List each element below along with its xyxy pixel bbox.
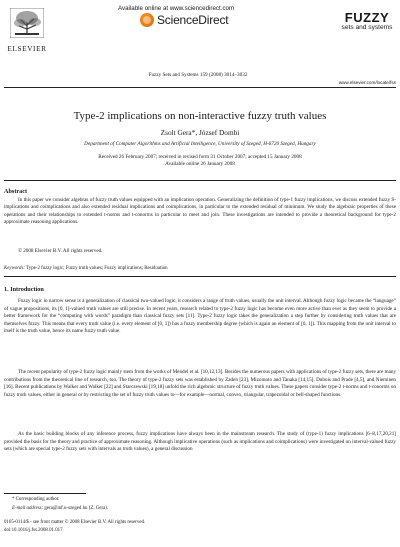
intro-paragraph-2: The recent popularity of type-2 fuzzy logic mainly stem from the works of Mendel et al. [10,12,13]. Besides the numerous papers with applications of type-2 fuzzy sets, there are many contributions from the theoretical line of research, too. The theory of type-2 fuzzy sets was established by Zadeh [23], Mizomoto and Tanaka [14,15], Dubois and Prade [4,5], and Nieminen [16]. Recent publications by Walker and Walker [22] and Starczewski [19,18] unfold the rich algebraic structure of fuzzy truth values. These papers consider type-2 t-norms and t-conorms on fuzzy truth values, either in general or by restricting the set of fuzzy truth values to—for example—normal, convex, triangular, trapezoidal or bell-shaped functions. — [4, 369, 397, 398]
intro-paragraph-1: Fuzzy logic in narrow sense is a generalization of classical two-valued logic, it considers a range of truth values, usually the unit interval. Although fuzzy logic became the “language” of vague propositions, its [0, 1]-valued truth values are still precise. In recent years, research related to type-2 fuzzy logic has become even more active than ever as they seem to provide a better framework for the “computing with words” paradigm than classical fuzzy sets [11]. Type-2 fuzzy logic takes the generalization a step further by considering truth values that are themselves fuzzy. This means that every truth value (i.e. every element of [0, 1]) has a fuzzy membership degree (which is again an element of [0, 1]). This mapping from the unit interval to itself is the truth value, hence its name fuzzy truth value. — [4, 298, 396, 334]
received-dates: Received 26 February 2007; received in revised form 31 October 2007; accepted 15 January 2008 — [98, 154, 302, 160]
available-online-text: Available online at www.sciencedirect.com — [118, 5, 235, 12]
author-affiliation: Department of Computer Algorithms and Artificial Intelligence, University of Szeged, H-6720 Szeged, Hungary — [84, 141, 316, 147]
sciencedirect-circle-icon — [140, 13, 154, 27]
elsevier-logo — [3, 8, 51, 53]
section-heading: 1. Introduction — [4, 286, 44, 293]
elsevier-tree-icon — [10, 8, 44, 38]
email-note — [4, 506, 108, 511]
journal-citation: Fuzzy Sets and Systems 159 (2008) 3014–3032 — [148, 72, 248, 78]
keywords — [4, 266, 168, 271]
corresponding-author-note: * Corresponding author. — [12, 497, 60, 502]
sciencedirect-logo — [140, 13, 228, 27]
keywords-list: Type-2 fuzzy logic; Fuzzy truth values; Fuzzy implications; Residuation — [25, 266, 168, 271]
paper-title: Type-2 implications on non-interactive fuzzy truth values — [73, 110, 327, 122]
journal-logo-title: FUZZY — [344, 10, 390, 25]
abstract-top-divider — [4, 180, 396, 181]
intro-paragraph-3: As the basic building blocks of any inference process, fuzzy implications have always been in the mainstream research. The study of (type-1) fuzzy implications [6–8,17,20,21] provided the basis for the theory and practice of approximate reasoning. Although implicative operations (such as implications and coimplications) were investigated on interval-valued fuzzy sets (which are special type-2 fuzzy sets with intervals as truth values), a general discussion — [4, 431, 396, 452]
email-address[interactable]: gera@inf.u-szeged.hu (Z. Gera). — [43, 506, 109, 511]
header-divider — [4, 87, 396, 88]
abstract-body: In this paper we consider algebras of fuzzy truth values equipped with an implication operation. Generalizing the definition of type-1 fuzzy implications, we discuss extended fuzzy S-implications and coimplications and also extended residual implications and coimplications, in particular to the extended residual of minimum. We study the algebraic properties of these operations and their relationships to extended t-norms and t-conorms in particular to meet and join. These investigations are intended to provide a theoretical background for type-2 approximate reasoning applications. — [4, 197, 396, 225]
journal-logo — [340, 12, 394, 32]
journal-logo-subtitle: sets and systems — [341, 24, 393, 31]
abstract-bottom-divider — [4, 276, 396, 277]
sciencedirect-wordmark: ScienceDirect — [157, 13, 229, 27]
footnote-divider — [4, 493, 86, 494]
abstract-heading: Abstract — [4, 188, 28, 195]
elsevier-wordmark: ELSEVIER — [7, 44, 47, 53]
issn-line: 0165-0114/$ - see front matter © 2008 Elsevier B.V. All rights reserved. — [4, 520, 146, 525]
paper-authors: Zsolt Gera*, József Dombi — [160, 128, 240, 137]
email-label: E-mail address: — [12, 506, 44, 511]
doi-link[interactable]: doi:10.1016/j.fss.2008.01.017 — [4, 528, 63, 533]
journal-url-link[interactable]: www.elsevier.com/locate/fss — [338, 80, 396, 85]
keywords-label: Keywords: — [4, 266, 26, 271]
online-date: Available online 26 January 2008 — [165, 161, 235, 167]
copyright-notice: © 2008 Elsevier B.V. All rights reserved. — [18, 248, 103, 254]
